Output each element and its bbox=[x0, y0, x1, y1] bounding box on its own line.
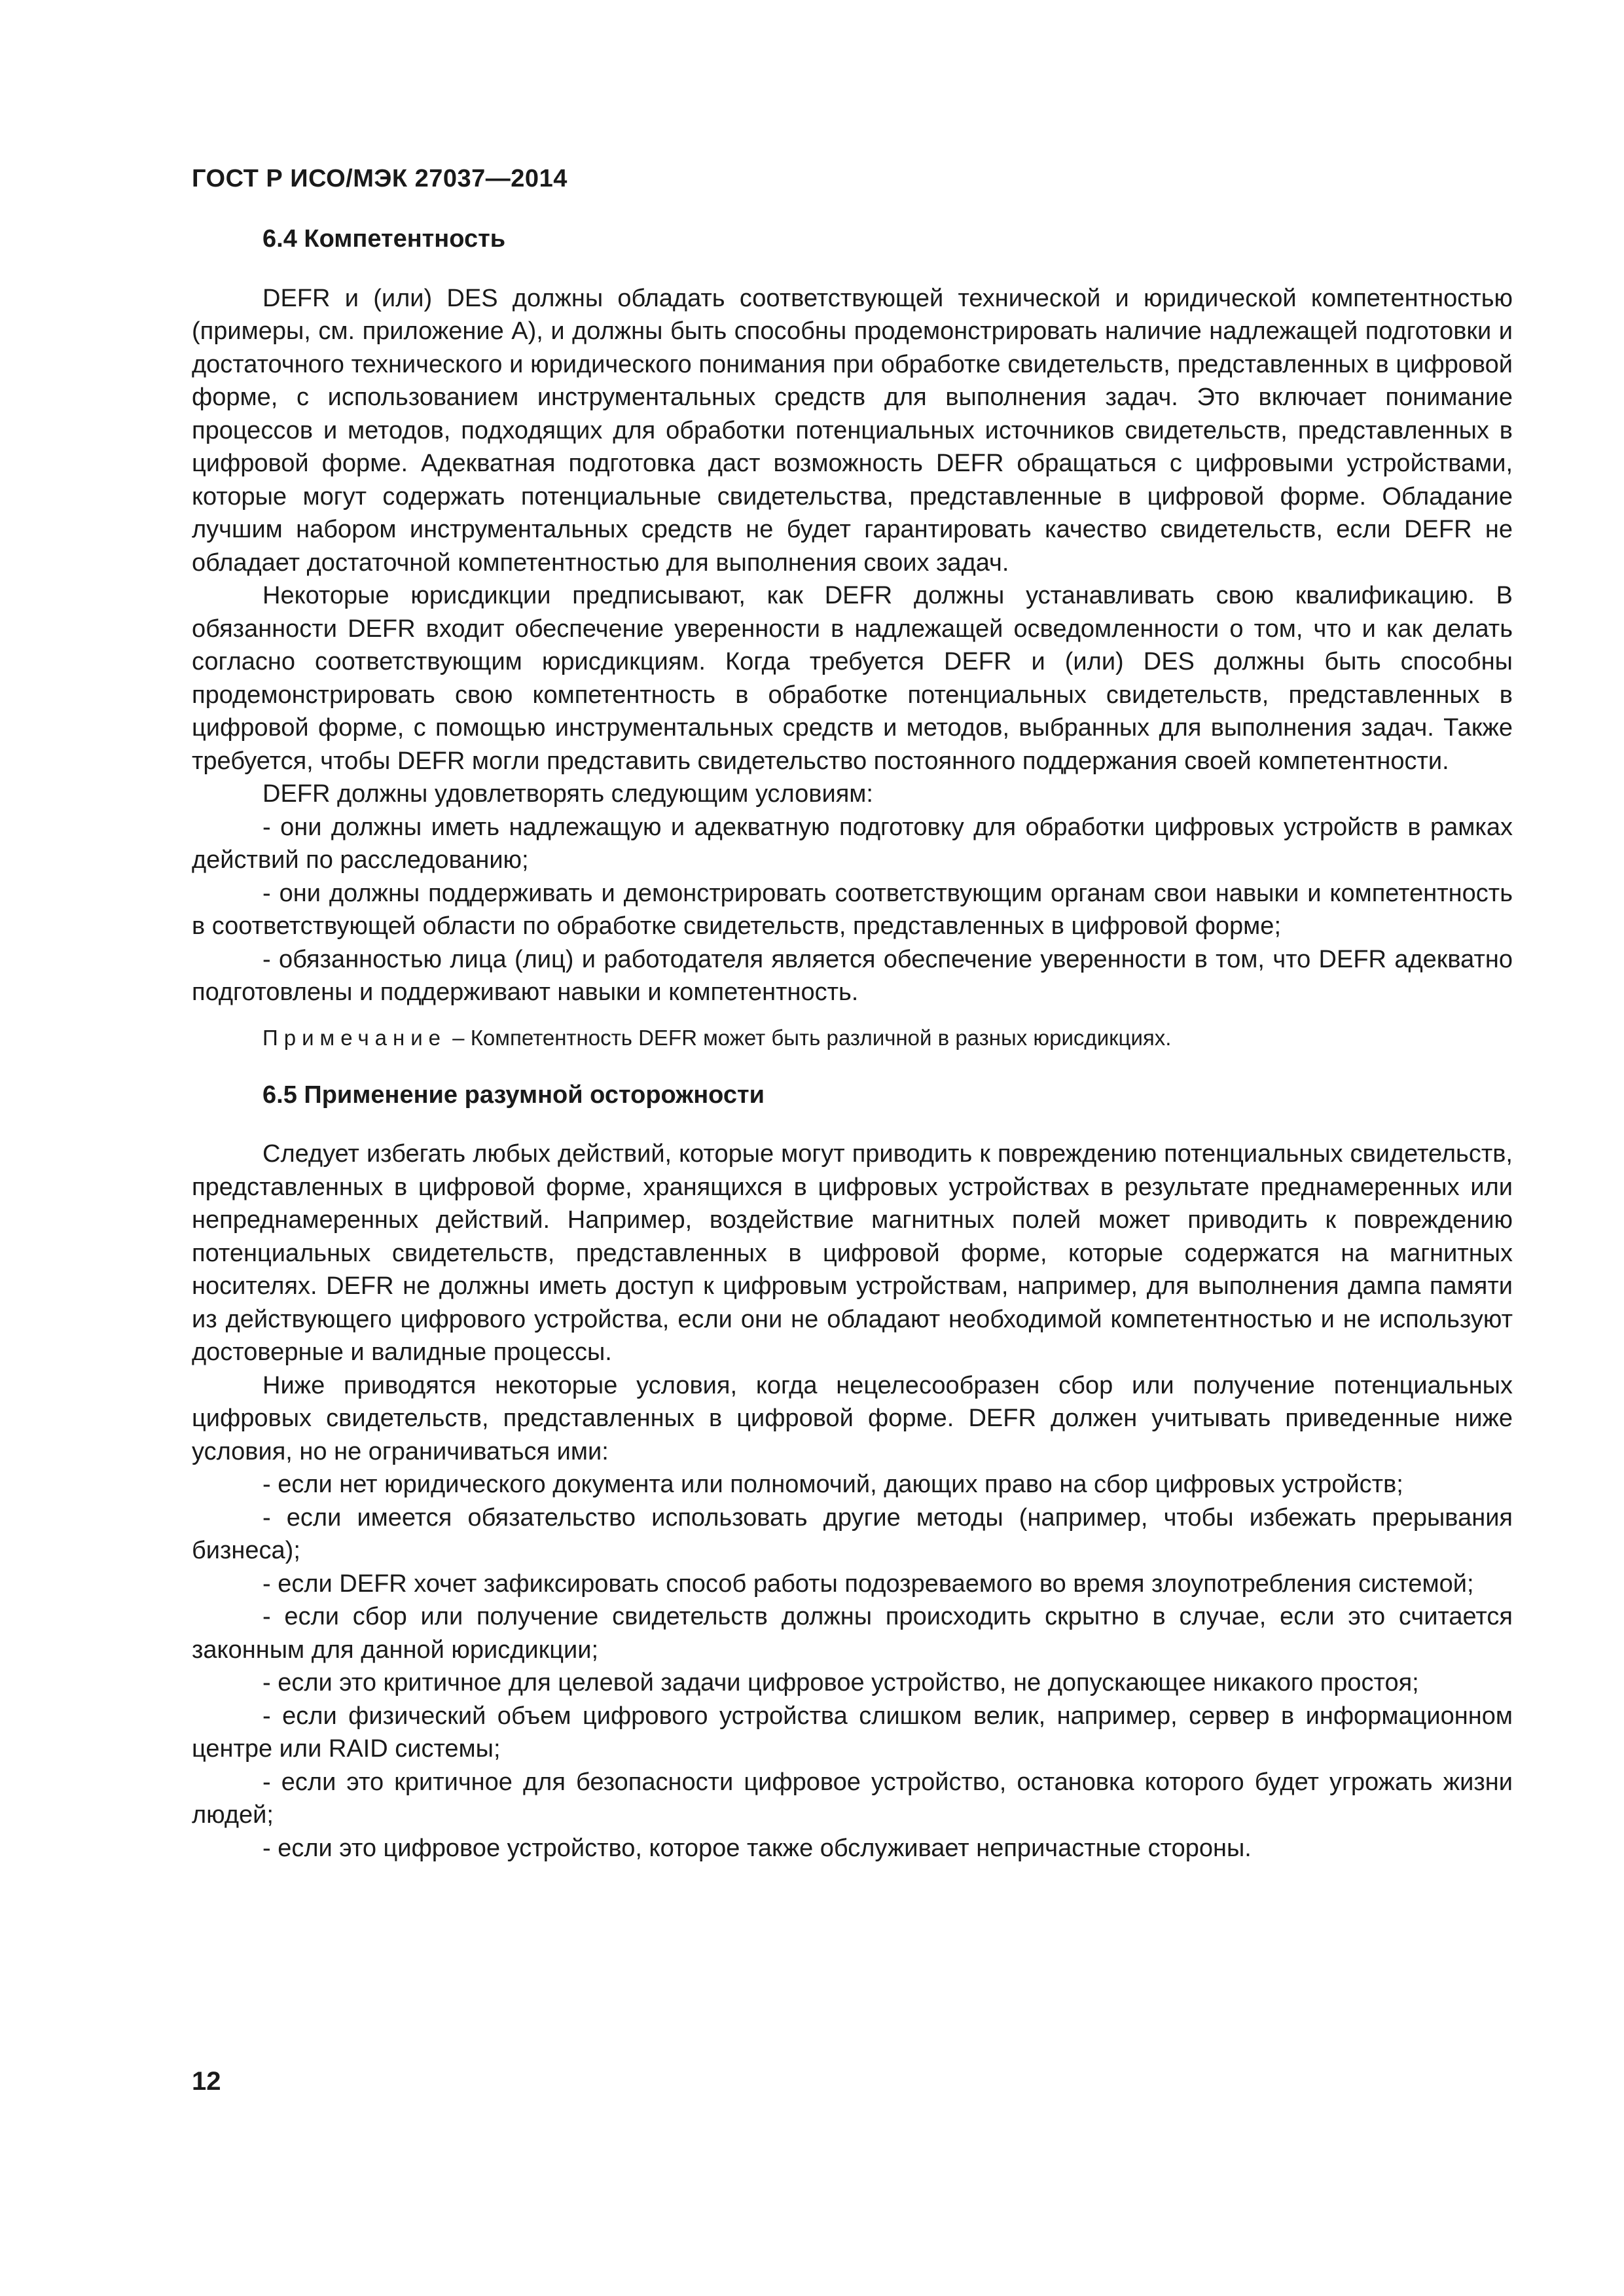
section-6-5-list-item-3: - если DEFR хочет зафиксировать способ работы подозреваемого во время злоупотребления системой; bbox=[262, 1570, 1474, 1598]
section-6-5-list-item-5: - если это критичное для целевой задачи цифровое устройство, не допускающее никакого простоя; bbox=[262, 1669, 1419, 1696]
section-6-5-list-item-1: - если нет юридического документа или полномочий, дающих право на сбор цифровых устройств; bbox=[262, 1471, 1403, 1498]
page-number: 12 bbox=[192, 2067, 221, 2096]
section-6-5-list-item-4: - если сбор или получение свидетельств должны происходить скрытно в случае, если это считается законным для данной юрисдикции; bbox=[192, 1603, 1513, 1664]
section-6-4-paragraph-1: DEFR и (или) DES должны обладать соответствующей технической и юридической компетентностью (примеры, см. приложение А), и должны быть способны продемонстрировать наличие надлежащей подготовки и достаточного технического и юридического понимания при обработке свидетельств, представленных в цифровой форме, с использованием инструментальных средств для выполнения задач. Это включает понимание процессов и методов, подходящих для обработки потенциальных источников свидетельств, представленных в цифровой форме. Адекватная подготовка даст возможность DEFR обращаться с цифровыми устройствами, которые могут содержать потенциальные свидетельства, представленные в цифровой форме. Обладание лучшим набором инструментальных средств не будет гарантировать качество свидетельств, если DEFR не обладает достаточной компетентностью для выполнения своих задач. bbox=[192, 284, 1513, 577]
section-6-4-paragraph-3: DEFR должны удовлетворять следующим условиям: bbox=[262, 780, 873, 808]
section-6-4-list-item-3: - обязанностью лица (лиц) и работодателя является обеспечение уверенности в том, что DEFR адекватно подготовлены и поддерживают навыки и компетентность. bbox=[192, 945, 1513, 1006]
section-6-5-title: 6.5 Применение разумной осторожности bbox=[262, 1081, 765, 1109]
document-header: ГОСТ Р ИСО/МЭК 27037—2014 bbox=[192, 165, 568, 192]
section-6-5-list-item-6: - если физический объем цифрового устройства слишком велик, например, сервер в информационном центре или RAID системы; bbox=[192, 1702, 1513, 1763]
document-body bbox=[192, 223, 1513, 1865]
section-6-5-paragraph-2: Ниже приводятся некоторые условия, когда нецелесообразен сбор или получение потенциальных цифровых свидетельств, представленных в цифровой форме. DEFR должен учитывать приведенные ниже условия, но не ограничиваться ими: bbox=[192, 1371, 1513, 1465]
section-6-4-paragraph-2: Некоторые юрисдикции предписывают, как DEFR должны устанавливать свою квалификацию. В обязанности DEFR входит обеспечение уверенности в надлежащей осведомленности о том, что и как делать согласно соответствующим юрисдикциям. Когда требуется DEFR и (или) DES должны быть способны продемонстрировать свою компетентность в обработке потенциальных свидетельств, представленных в цифровой форме, с помощью инструментальных средств и методов, выбранных для выполнения задач. Также требуется, чтобы DEFR могли представить свидетельство постоянного поддержания своей компетентности. bbox=[192, 582, 1513, 775]
note-label: Примечание bbox=[262, 1025, 447, 1050]
section-6-4-note bbox=[192, 1024, 1513, 1052]
section-6-5-list-item-2: - если имеется обязательство использовать другие методы (например, чтобы избежать прерывания бизнеса); bbox=[192, 1503, 1513, 1564]
section-6-5-list-item-8: - если это цифровое устройство, которое также обслуживает непричастные стороны. bbox=[262, 1834, 1252, 1862]
section-6-4-title: 6.4 Компетентность bbox=[262, 225, 506, 253]
section-6-5-list-item-7: - если это критичное для безопасности цифровое устройство, остановка которого будет угрожать жизни людей; bbox=[192, 1768, 1513, 1829]
section-6-4-list-item-2: - они должны поддерживать и демонстрировать соответствующим органам свои навыки и компетентность в соответствующей области по обработке свидетельств, представленных в цифровой форме; bbox=[192, 879, 1513, 940]
section-6-4-list-item-1: - они должны иметь надлежащую и адекватную подготовку для обработки цифровых устройств в рамках действий по расследованию; bbox=[192, 813, 1513, 874]
note-text: – Компетентность DEFR может быть различной в разных юрисдикциях. bbox=[446, 1025, 1172, 1050]
section-6-5-paragraph-1: Следует избегать любых действий, которые могут приводить к повреждению потенциальных свидетельств, представленных в цифровой форме, хранящихся в цифровых устройствах в результате преднамеренных или непреднамеренных действий. Например, воздействие магнитных полей может приводить к повреждению потенциальных свидетельств, представленных в цифровой форме, которые содержатся на магнитных носителях. DEFR не должны иметь доступ к цифровым устройствам, например, для выполнения дампа памяти из действующего цифрового устройства, если они не обладают необходимой компетентностью и не используют достоверные и валидные процессы. bbox=[192, 1140, 1513, 1366]
